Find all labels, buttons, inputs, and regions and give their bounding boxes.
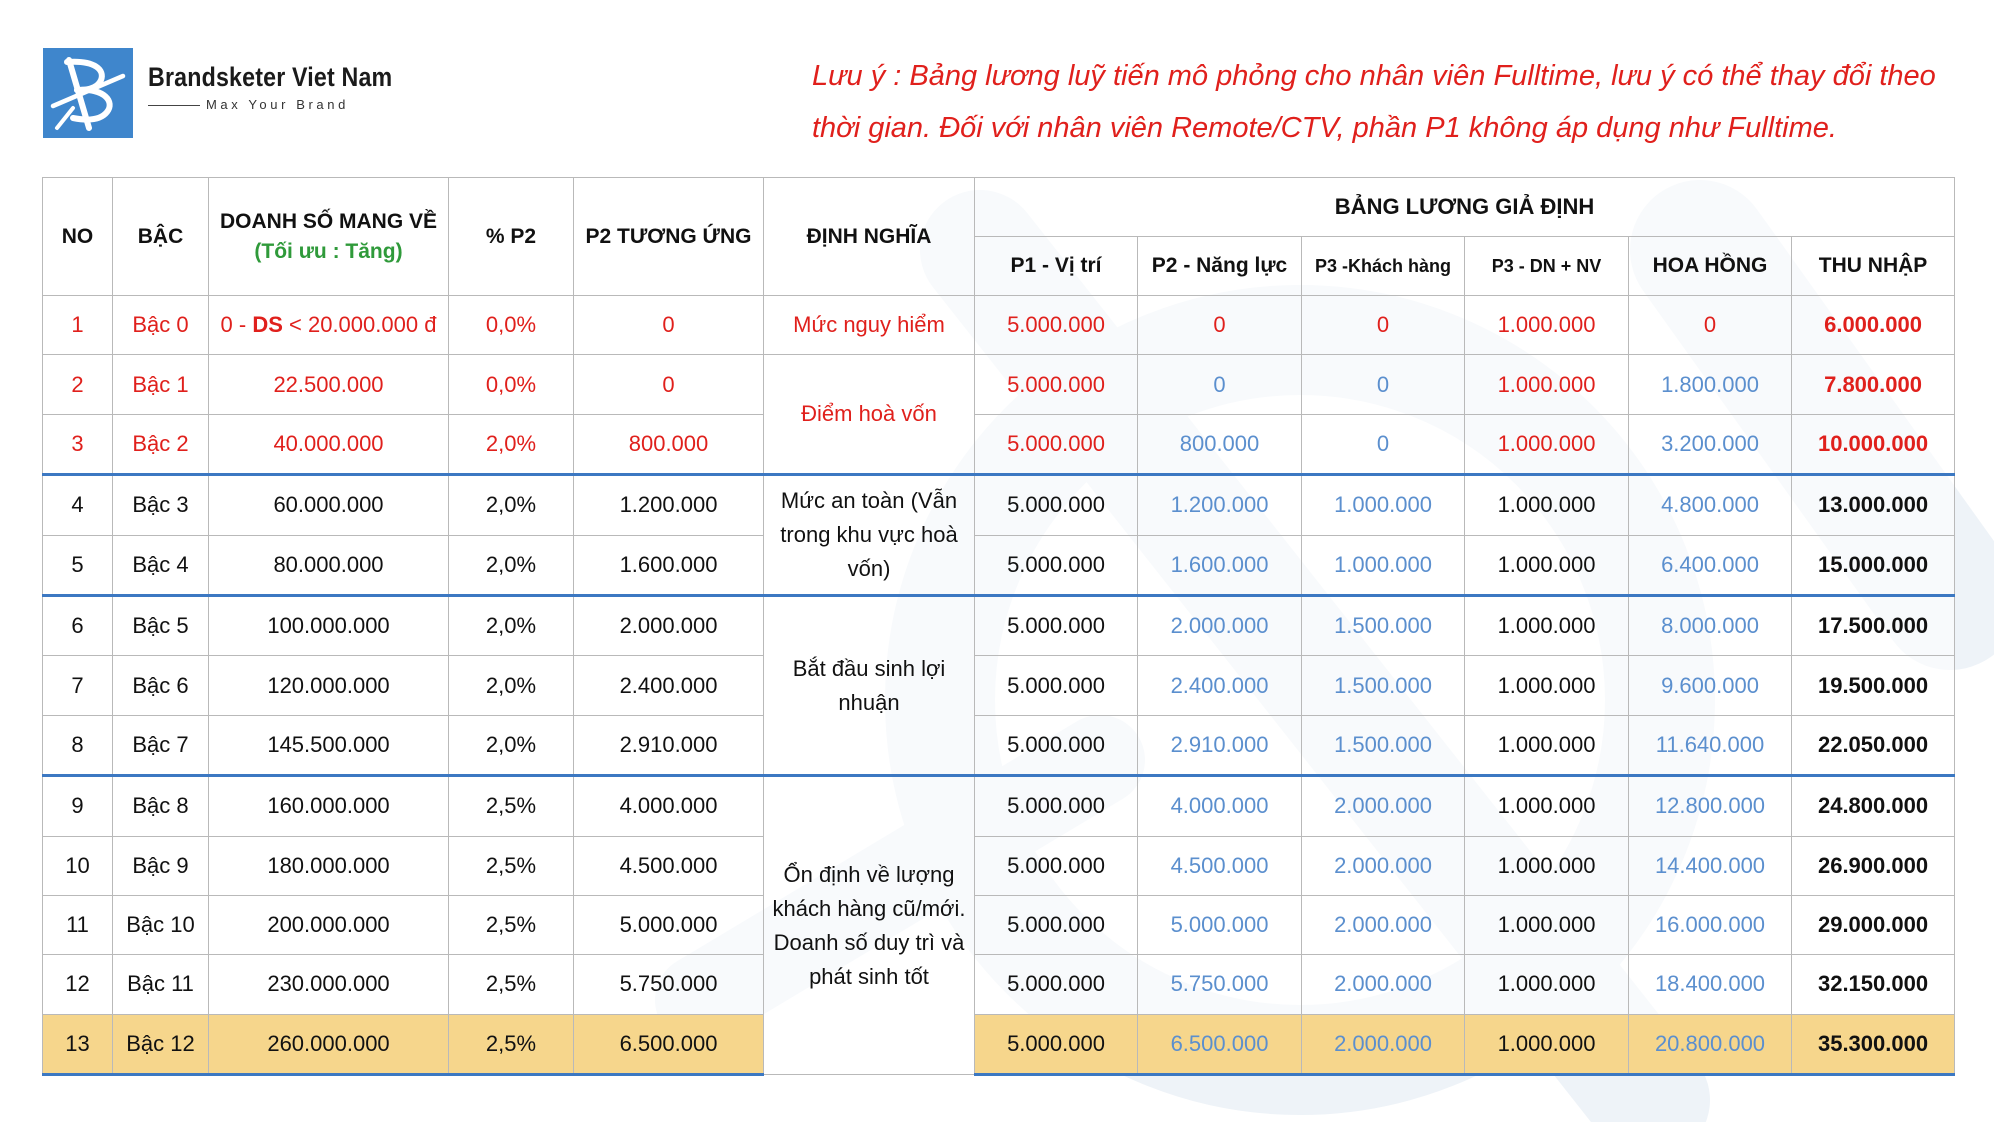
table-row xyxy=(43,414,1955,474)
header-p1: P1 - Vị trí xyxy=(975,237,1138,296)
cell-p3-kh: 2.000.000 xyxy=(1302,836,1465,895)
cell-p2: 6.500.000 xyxy=(1138,1014,1302,1074)
cell-p3-dn: 1.000.000 xyxy=(1465,355,1629,414)
cell-pct: 2,5% xyxy=(449,776,574,836)
cell-definition: Mức an toàn (Vẫn trong khu vực hoà vốn) xyxy=(764,475,975,596)
cell-doanh-so: 145.500.000 xyxy=(209,715,449,775)
table-row xyxy=(43,355,1955,414)
cell-p2-tuong-ung: 4.000.000 xyxy=(574,776,764,836)
cell-thu-nhap: 13.000.000 xyxy=(1792,475,1955,535)
cell-p3-dn: 1.000.000 xyxy=(1465,955,1629,1014)
cell-p2: 5.000.000 xyxy=(1138,895,1302,954)
header-bang-luong: BẢNG LƯƠNG GIẢ ĐỊNH xyxy=(975,178,1955,237)
cell-p1: 5.000.000 xyxy=(975,1014,1138,1074)
cell-p2-tuong-ung: 4.500.000 xyxy=(574,836,764,895)
header-p3-dn: P3 - DN + NV xyxy=(1465,237,1629,296)
cell-pct: 0,0% xyxy=(449,296,574,355)
cell-p2: 4.000.000 xyxy=(1138,776,1302,836)
cell-p2-tuong-ung: 5.750.000 xyxy=(574,955,764,1014)
header-p2: P2 - Năng lực xyxy=(1138,237,1302,296)
header-p3-kh: P3 -Khách hàng xyxy=(1302,237,1465,296)
cell-p3-kh: 2.000.000 xyxy=(1302,895,1465,954)
cell-hoa-hong: 4.800.000 xyxy=(1629,475,1792,535)
cell-p3-kh: 2.000.000 xyxy=(1302,1014,1465,1074)
header-p2-tuong-ung: P2 TƯƠNG ỨNG xyxy=(574,178,764,296)
cell-doanh-so: 200.000.000 xyxy=(209,895,449,954)
table-row xyxy=(43,475,1955,535)
cell-p2: 2.000.000 xyxy=(1138,595,1302,655)
cell-bac: Bậc 6 xyxy=(113,656,209,715)
cell-p2-tuong-ung: 0 xyxy=(574,296,764,355)
cell-p1: 5.000.000 xyxy=(975,595,1138,655)
brand-tagline xyxy=(148,97,432,112)
ds-prefix: 0 - xyxy=(220,312,253,338)
header-dinh-nghia: ĐỊNH NGHĨA xyxy=(764,178,975,296)
table-row xyxy=(43,955,1955,1014)
cell-no: 12 xyxy=(43,955,113,1014)
cell-p2: 5.750.000 xyxy=(1138,955,1302,1014)
cell-p3-dn: 1.000.000 xyxy=(1465,414,1629,474)
header-thu-nhap: THU NHẬP xyxy=(1792,237,1955,296)
cell-p1: 5.000.000 xyxy=(975,414,1138,474)
cell-p2-tuong-ung: 6.500.000 xyxy=(574,1014,764,1074)
cell-p2: 2.400.000 xyxy=(1138,656,1302,715)
cell-hoa-hong: 14.400.000 xyxy=(1629,836,1792,895)
cell-p3-dn: 1.000.000 xyxy=(1465,656,1629,715)
cell-p3-dn: 1.000.000 xyxy=(1465,715,1629,775)
cell-p3-dn: 1.000.000 xyxy=(1465,836,1629,895)
cell-hoa-hong: 11.640.000 xyxy=(1629,715,1792,775)
table-row xyxy=(43,715,1955,775)
cell-p2: 800.000 xyxy=(1138,414,1302,474)
cell-doanh-so: 60.000.000 xyxy=(209,475,449,535)
cell-hoa-hong: 6.400.000 xyxy=(1629,535,1792,595)
cell-no: 9 xyxy=(43,776,113,836)
cell-p2: 0 xyxy=(1138,296,1302,355)
cell-pct: 2,0% xyxy=(449,595,574,655)
table-row xyxy=(43,535,1955,595)
cell-p3-kh: 1.500.000 xyxy=(1302,656,1465,715)
cell-bac: Bậc 7 xyxy=(113,715,209,775)
cell-hoa-hong: 12.800.000 xyxy=(1629,776,1792,836)
ds-suffix: < 20.000.000 đ xyxy=(282,312,437,338)
cell-no: 5 xyxy=(43,535,113,595)
cell-p1: 5.000.000 xyxy=(975,656,1138,715)
cell-p2: 1.200.000 xyxy=(1138,475,1302,535)
cell-p3-dn: 1.000.000 xyxy=(1465,895,1629,954)
cell-no: 3 xyxy=(43,414,113,474)
cell-p3-dn: 1.000.000 xyxy=(1465,595,1629,655)
cell-p2: 4.500.000 xyxy=(1138,836,1302,895)
note-text: Lưu ý : Bảng lương luỹ tiến mô phỏng cho nhân viên Fulltime, lưu ý có thể thay đổi theo thời gian. Đối với nhân viên Remote/CTV, phần P1 không áp dụng như Fulltime. xyxy=(812,60,1936,144)
cell-bac: Bậc 1 xyxy=(113,355,209,414)
cell-p1: 5.000.000 xyxy=(975,895,1138,954)
cell-thu-nhap: 29.000.000 xyxy=(1792,895,1955,954)
cell-thu-nhap: 19.500.000 xyxy=(1792,656,1955,715)
cell-p3-kh: 1.000.000 xyxy=(1302,535,1465,595)
cell-bac: Bậc 9 xyxy=(113,836,209,895)
cell-no: 10 xyxy=(43,836,113,895)
cell-p3-dn: 1.000.000 xyxy=(1465,535,1629,595)
cell-doanh-so xyxy=(209,296,449,355)
cell-p2-tuong-ung: 1.200.000 xyxy=(574,475,764,535)
cell-hoa-hong: 20.800.000 xyxy=(1629,1014,1792,1074)
header-no: NO xyxy=(43,178,113,296)
cell-definition: Mức nguy hiểm xyxy=(764,296,975,355)
ds-bold: DS xyxy=(252,312,283,338)
table-row xyxy=(43,595,1955,655)
salary-table xyxy=(42,177,1955,1076)
cell-p3-kh: 2.000.000 xyxy=(1302,776,1465,836)
cell-doanh-so: 260.000.000 xyxy=(209,1014,449,1074)
cell-p3-dn: 1.000.000 xyxy=(1465,475,1629,535)
cell-hoa-hong: 1.800.000 xyxy=(1629,355,1792,414)
cell-thu-nhap: 6.000.000 xyxy=(1792,296,1955,355)
cell-doanh-so: 80.000.000 xyxy=(209,535,449,595)
cell-doanh-so: 22.500.000 xyxy=(209,355,449,414)
cell-hoa-hong: 3.200.000 xyxy=(1629,414,1792,474)
tagline-dash xyxy=(148,105,200,106)
cell-hoa-hong: 0 xyxy=(1629,296,1792,355)
brand-logo-icon xyxy=(43,48,133,138)
table-row-highlighted xyxy=(43,1014,1955,1074)
cell-pct: 2,5% xyxy=(449,836,574,895)
cell-p2-tuong-ung: 2.400.000 xyxy=(574,656,764,715)
cell-p1: 5.000.000 xyxy=(975,715,1138,775)
cell-doanh-so: 40.000.000 xyxy=(209,414,449,474)
cell-hoa-hong: 8.000.000 xyxy=(1629,595,1792,655)
cell-bac: Bậc 8 xyxy=(113,776,209,836)
cell-definition: Ổn định về lượng khách hàng cũ/mới. Doanh số duy trì và phát sinh tốt xyxy=(764,776,975,1075)
cell-p2-tuong-ung: 1.600.000 xyxy=(574,535,764,595)
cell-p3-kh: 1.500.000 xyxy=(1302,595,1465,655)
cell-pct: 2,0% xyxy=(449,414,574,474)
cell-doanh-so: 180.000.000 xyxy=(209,836,449,895)
cell-no: 1 xyxy=(43,296,113,355)
cell-definition: Bắt đầu sinh lợi nhuận xyxy=(764,595,975,775)
header-doanh-so-label: DOANH SỐ MANG VỀ xyxy=(219,209,437,233)
cell-p2-tuong-ung: 5.000.000 xyxy=(574,895,764,954)
cell-no: 11 xyxy=(43,895,113,954)
cell-bac: Bậc 2 xyxy=(113,414,209,474)
cell-p2: 1.600.000 xyxy=(1138,535,1302,595)
cell-pct: 2,5% xyxy=(449,895,574,954)
cell-thu-nhap: 26.900.000 xyxy=(1792,836,1955,895)
cell-definition: Điểm hoà vốn xyxy=(764,355,975,475)
cell-p1: 5.000.000 xyxy=(975,355,1138,414)
cell-bac: Bậc 3 xyxy=(113,475,209,535)
cell-p3-dn: 1.000.000 xyxy=(1465,1014,1629,1074)
cell-p1: 5.000.000 xyxy=(975,475,1138,535)
cell-hoa-hong: 16.000.000 xyxy=(1629,895,1792,954)
cell-thu-nhap: 24.800.000 xyxy=(1792,776,1955,836)
cell-doanh-so: 120.000.000 xyxy=(209,656,449,715)
brand-block xyxy=(148,62,432,112)
header-bac: BẬC xyxy=(113,178,209,296)
cell-p3-dn: 1.000.000 xyxy=(1465,296,1629,355)
cell-no: 4 xyxy=(43,475,113,535)
cell-p2: 0 xyxy=(1138,355,1302,414)
table-row xyxy=(43,656,1955,715)
cell-thu-nhap: 17.500.000 xyxy=(1792,595,1955,655)
cell-no: 13 xyxy=(43,1014,113,1074)
table-row xyxy=(43,296,1955,355)
header-row-1 xyxy=(43,178,1955,237)
cell-no: 8 xyxy=(43,715,113,775)
cell-bac: Bậc 5 xyxy=(113,595,209,655)
cell-p3-kh: 0 xyxy=(1302,355,1465,414)
cell-pct: 2,5% xyxy=(449,955,574,1014)
cell-bac: Bậc 11 xyxy=(113,955,209,1014)
cell-p2-tuong-ung: 800.000 xyxy=(574,414,764,474)
header-pct-p2: % P2 xyxy=(449,178,574,296)
cell-p3-kh: 1.000.000 xyxy=(1302,475,1465,535)
cell-p3-dn: 1.000.000 xyxy=(1465,776,1629,836)
cell-pct: 2,0% xyxy=(449,535,574,595)
cell-p3-kh: 1.500.000 xyxy=(1302,715,1465,775)
cell-thu-nhap: 15.000.000 xyxy=(1792,535,1955,595)
cell-p1: 5.000.000 xyxy=(975,296,1138,355)
table-row xyxy=(43,895,1955,954)
cell-no: 7 xyxy=(43,656,113,715)
cell-doanh-so: 230.000.000 xyxy=(209,955,449,1014)
header-toi-uu: (Tối ưu : Tăng) xyxy=(254,239,403,263)
cell-hoa-hong: 9.600.000 xyxy=(1629,656,1792,715)
brand-name: Brandsketer Viet Nam xyxy=(148,62,393,92)
cell-bac: Bậc 12 xyxy=(113,1014,209,1074)
cell-no: 6 xyxy=(43,595,113,655)
cell-p3-kh: 0 xyxy=(1302,414,1465,474)
cell-pct: 0,0% xyxy=(449,355,574,414)
header-hoa-hong: HOA HỒNG xyxy=(1629,237,1792,296)
cell-p1: 5.000.000 xyxy=(975,836,1138,895)
cell-pct: 2,0% xyxy=(449,715,574,775)
cell-thu-nhap: 32.150.000 xyxy=(1792,955,1955,1014)
table-row xyxy=(43,836,1955,895)
cell-bac: Bậc 0 xyxy=(113,296,209,355)
cell-doanh-so: 160.000.000 xyxy=(209,776,449,836)
header-doanh-so xyxy=(209,178,449,296)
cell-thu-nhap: 35.300.000 xyxy=(1792,1014,1955,1074)
cell-doanh-so: 100.000.000 xyxy=(209,595,449,655)
cell-p1: 5.000.000 xyxy=(975,955,1138,1014)
cell-pct: 2,0% xyxy=(449,656,574,715)
cell-p2-tuong-ung: 2.910.000 xyxy=(574,715,764,775)
brand-logo xyxy=(43,48,133,138)
cell-p1: 5.000.000 xyxy=(975,535,1138,595)
cell-p2-tuong-ung: 2.000.000 xyxy=(574,595,764,655)
brand-tagline-text: Max Your Brand xyxy=(206,97,349,112)
table-row xyxy=(43,776,1955,836)
cell-thu-nhap: 7.800.000 xyxy=(1792,355,1955,414)
cell-p2: 2.910.000 xyxy=(1138,715,1302,775)
cell-hoa-hong: 18.400.000 xyxy=(1629,955,1792,1014)
cell-pct: 2,0% xyxy=(449,475,574,535)
cell-p2-tuong-ung: 0 xyxy=(574,355,764,414)
cell-p3-kh: 0 xyxy=(1302,296,1465,355)
cell-bac: Bậc 10 xyxy=(113,895,209,954)
cell-thu-nhap: 10.000.000 xyxy=(1792,414,1955,474)
cell-bac: Bậc 4 xyxy=(113,535,209,595)
cell-no: 2 xyxy=(43,355,113,414)
cell-p1: 5.000.000 xyxy=(975,776,1138,836)
cell-thu-nhap: 22.050.000 xyxy=(1792,715,1955,775)
cell-pct: 2,5% xyxy=(449,1014,574,1074)
cell-p3-kh: 2.000.000 xyxy=(1302,955,1465,1014)
